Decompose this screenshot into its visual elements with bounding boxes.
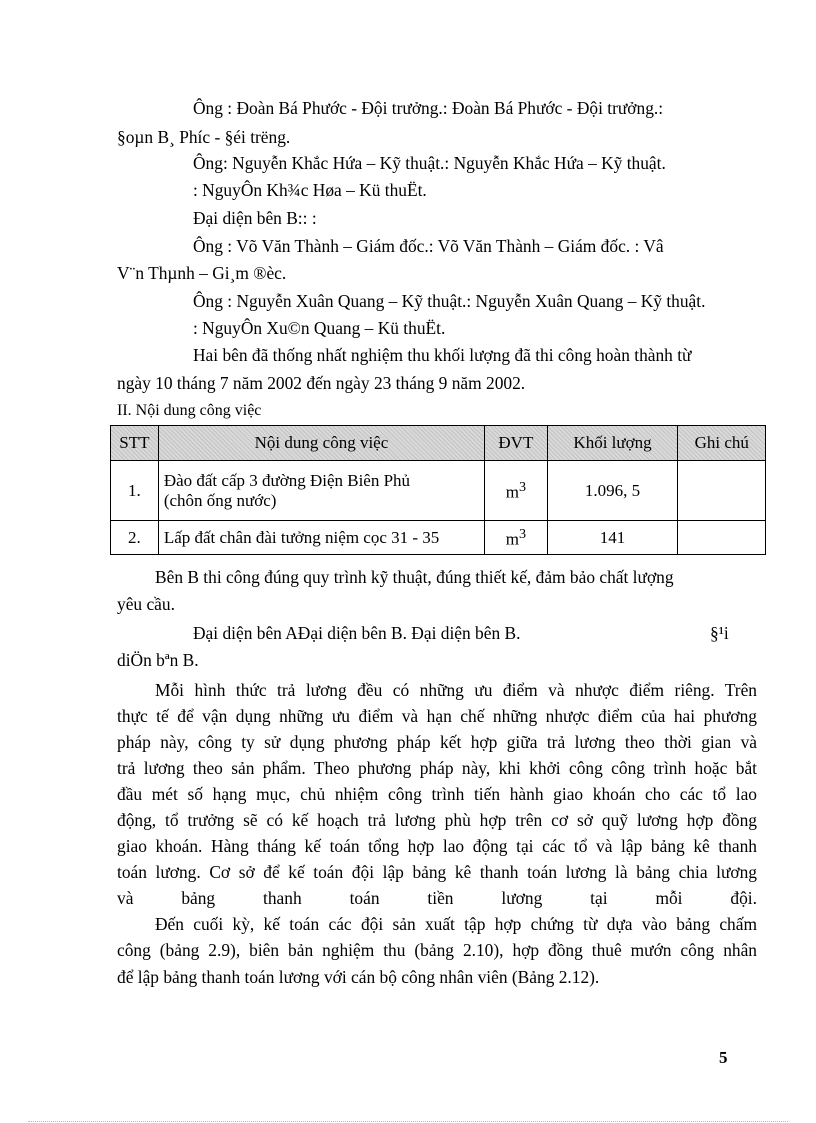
cell-note: [678, 521, 766, 555]
header-stt: STT: [111, 426, 159, 461]
cell-unit: [485, 461, 548, 521]
table-row: [111, 521, 766, 555]
unit-superscript: 3: [518, 478, 527, 495]
header-content: Nội dung công việc: [158, 426, 484, 461]
cell-content: [158, 521, 484, 555]
paragraph-line: pháp này, công ty sử dụng phương pháp kết hợp giữa trả lương theo thời gian và: [117, 732, 757, 752]
work-volume-table: [110, 425, 766, 555]
paragraph-line: thực tế để vận dụng những ưu điểm và hạn chế những nhược điểm của hai phương: [117, 706, 757, 726]
header-amount: Khối lượng: [547, 426, 678, 461]
signature-line: Đại diện bên AĐại diện bên B. Đại diện bên B.: [193, 623, 521, 643]
text-line: Đại diện bên B:: :: [193, 208, 317, 228]
paragraph-line: công (bảng 2.9), biên bản nghiệm thu (bảng 2.10), hợp đồng thuê mướn công nhân: [117, 940, 757, 960]
header-unit: ĐVT: [485, 426, 548, 461]
cell-amount: 1.096, 5: [547, 461, 678, 521]
text-line: Ông: Nguyễn Khắc Hứa – Kỹ thuật.: Nguyễn Khắc Hứa – Kỹ thuật.: [193, 153, 666, 173]
cell-unit: [485, 521, 548, 555]
text-line: ngày 10 tháng 7 năm 2002 đến ngày 23 tháng 9 năm 2002.: [117, 373, 526, 393]
unit-text: m: [505, 529, 519, 549]
table-header-row: [111, 426, 766, 461]
text-line: yêu cầu.: [117, 594, 175, 614]
section-heading: II. Nội dung công việc: [117, 402, 262, 419]
text-line: Ông : Đoàn Bá Phước - Đội trưởng.: Đoàn Bá Phước - Đội trưởng.:: [193, 98, 664, 118]
text-line: Hai bên đã thống nhất nghiệm thu khối lượng đã thi công hoàn thành từ: [193, 345, 692, 365]
text-line: Ông : Nguyễn Xuân Quang – Kỹ thuật.: Nguyễn Xuân Quang – Kỹ thuật.: [193, 291, 706, 311]
cell-content: [158, 461, 484, 521]
paragraph-line: Đến cuối kỳ, kế toán các đội sản xuất tập hợp chứng từ dựa vào bảng chấm: [155, 914, 757, 934]
unit-superscript: 3: [518, 525, 527, 542]
cell-content-line: Lấp đất chân đài tưởng niệm cọc 31 - 35: [163, 527, 440, 547]
text-line: V¨n Thµnh – Gi¸m ®èc.: [117, 263, 287, 283]
paragraph-line: và bảng thanh toán tiền lương tại mỗi đội.: [117, 888, 757, 908]
text-line: §oµn B¸ Phíc - §éi trëng.: [117, 127, 291, 147]
signature-line-encoded: diÖn bªn B.: [117, 650, 199, 670]
cell-content-line: Đào đất cấp 3 đường Điện Biên Phủ: [163, 470, 411, 490]
cell-stt: 2.: [111, 521, 159, 555]
header-note: Ghi chú: [678, 426, 766, 461]
page-number: 5: [719, 1048, 728, 1067]
signature-line-encoded: §¹i: [710, 623, 729, 643]
paragraph-line: Mỗi hình thức trả lương đều có những ưu điểm và nhược điểm riêng. Trên: [155, 680, 757, 700]
cell-stt: 1.: [111, 461, 159, 521]
paragraph-line: toán lương. Cơ sở để kế toán đội lập bảng kê thanh toán lương là bảng chia lương: [117, 862, 757, 882]
unit-text: m: [505, 482, 519, 502]
cell-content-line: (chôn ống nước): [163, 490, 277, 510]
paragraph-line: trả lương theo sản phẩm. Theo phương pháp này, khi khởi công công trình hoặc bắt: [117, 758, 757, 778]
paragraph-line: giao khoán. Hàng tháng kế toán tổng hợp lao động tại các tổ và lập bảng kê thanh: [117, 836, 757, 856]
text-line: : NguyÔn Xu©n Quang – Kü thuËt.: [193, 318, 446, 338]
table-row: [111, 461, 766, 521]
paragraph-line: đầu mét số hạng mục, chủ nhiệm công trình tiến hành giao khoán cho các tổ lao: [117, 784, 757, 804]
paragraph-line: để lập bảng thanh toán lương với cán bộ công nhân viên (Bảng 2.12).: [117, 967, 600, 987]
text-line: : NguyÔn Kh¾c Høa – Kü thuËt.: [193, 180, 427, 200]
paragraph-line: động, tổ trưởng sẽ có kế hoạch trả lương phù hợp trên cơ sở quỹ lương hợp đồng: [117, 810, 757, 830]
cell-amount: 141: [547, 521, 678, 555]
page-border-dotted: [28, 1121, 788, 1122]
cell-note: [678, 461, 766, 521]
text-line: Ông : Võ Văn Thành – Giám đốc.: Võ Văn Thành – Giám đốc. : Vâ: [193, 236, 664, 256]
text-line: Bên B thi công đúng quy trình kỹ thuật, đúng thiết kế, đảm bảo chất lượng: [155, 567, 674, 587]
